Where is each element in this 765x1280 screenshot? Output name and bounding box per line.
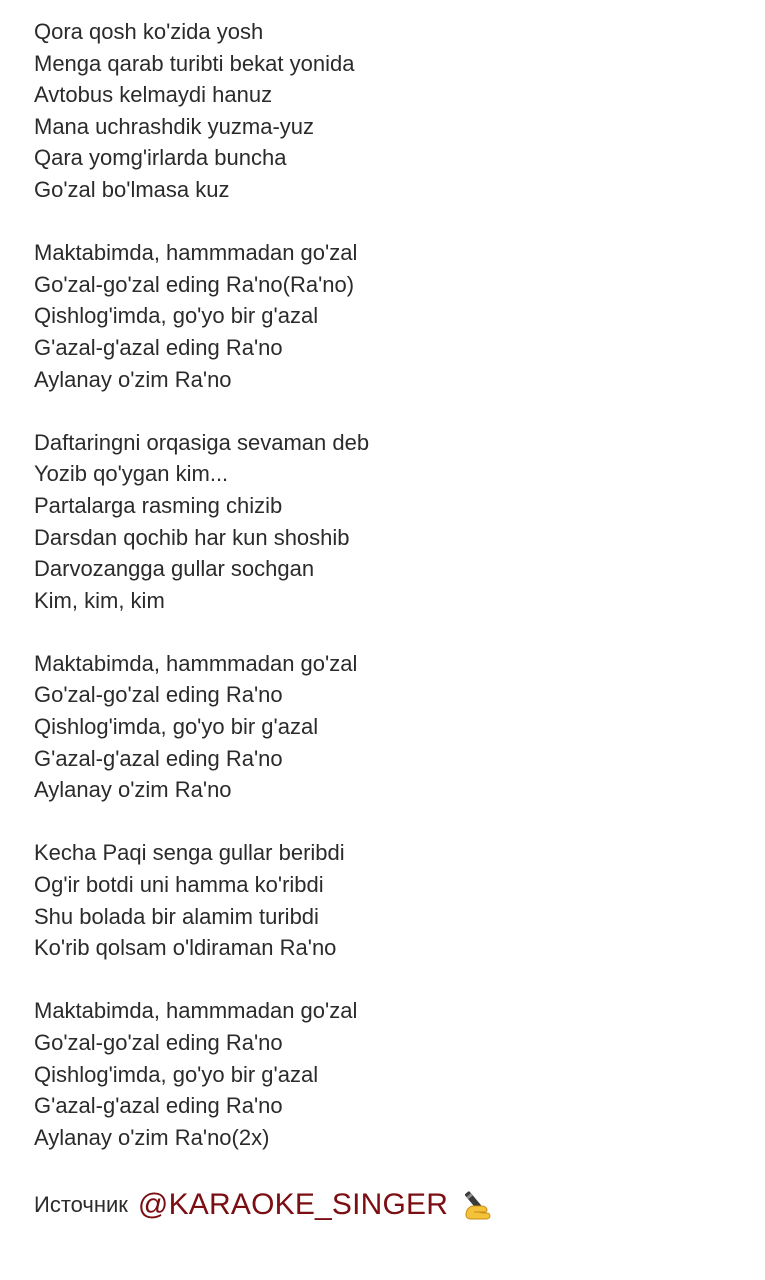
writing-hand-icon (460, 1188, 494, 1222)
lyric-line: Menga qarab turibti bekat yonida (34, 50, 355, 76)
lyric-line: Maktabimda, hammmadan go'zal (34, 998, 358, 1024)
stanza-2-chorus (34, 237, 754, 395)
stanza-3 (34, 427, 754, 617)
lyric-line: G'azal-g'azal eding Ra'no (34, 745, 283, 771)
lyric-line: Maktabimda, hammmadan go'zal (34, 240, 358, 266)
stanza-4-chorus (34, 648, 754, 806)
lyric-line: Qora qosh ko'zida yosh (34, 19, 264, 44)
lyric-line: Mana uchrashdik yuzma-yuz (34, 113, 315, 139)
lyrics-document (34, 16, 754, 1225)
lyric-line: Kim, kim, kim (34, 587, 165, 613)
source-credit (34, 1185, 754, 1225)
lyric-line: Aylanay o'zim Ra'no (34, 366, 232, 392)
stanza-5 (34, 837, 754, 963)
lyric-line: Darvozangga gullar sochgan (34, 556, 315, 582)
source-handle-link[interactable]: @KARAOKE_SINGER (137, 1187, 449, 1221)
lyric-line: Ko'rib qolsam o'ldiraman Ra'no (34, 935, 337, 961)
stanza-1 (34, 16, 754, 206)
lyric-line: Og'ir botdi uni hamma ko'ribdi (34, 872, 324, 898)
lyric-line: Daftaringni orqasiga sevaman deb (34, 429, 370, 455)
lyric-line: Avtobus kelmaydi hanuz (34, 82, 273, 108)
lyric-line: Go'zal bo'lmasa kuz (34, 176, 230, 202)
lyric-line: Aylanay o'zim Ra'no (34, 777, 232, 803)
lyric-line: Maktabimda, hammmadan go'zal (34, 650, 358, 676)
lyric-line: Qishlog'imda, go'yo bir g'azal (34, 714, 319, 740)
lyric-line: G'azal-g'azal eding Ra'no (34, 334, 283, 360)
lyric-line: Yozib qo'ygan kim... (34, 461, 229, 487)
lyric-line: Go'zal-go'zal eding Ra'no (34, 1030, 283, 1055)
lyric-line: Go'zal-go'zal eding Ra'no(Ra'no) (34, 271, 355, 297)
source-label: Источник (34, 1191, 128, 1217)
lyric-line: Darsdan qochib har kun shoshib (34, 524, 350, 550)
stanza-6-chorus (34, 995, 754, 1153)
lyric-line: Qara yomg'irlarda buncha (34, 145, 287, 171)
lyric-line: Kecha Paqi senga gullar beribdi (34, 840, 345, 866)
lyric-line: Shu bolada bir alamim turibdi (34, 903, 319, 929)
lyric-line: G'azal-g'azal eding Ra'no (34, 1093, 283, 1119)
lyric-line: Go'zal-go'zal eding Ra'no (34, 682, 283, 708)
lyric-line: Qishlog'imda, go'yo bir g'azal (34, 303, 319, 329)
lyric-line: Qishlog'imda, go'yo bir g'azal (34, 1061, 319, 1087)
lyric-line: Partalarga rasming chizib (34, 492, 283, 518)
lyric-line: Aylanay o'zim Ra'no(2x) (34, 1124, 270, 1150)
